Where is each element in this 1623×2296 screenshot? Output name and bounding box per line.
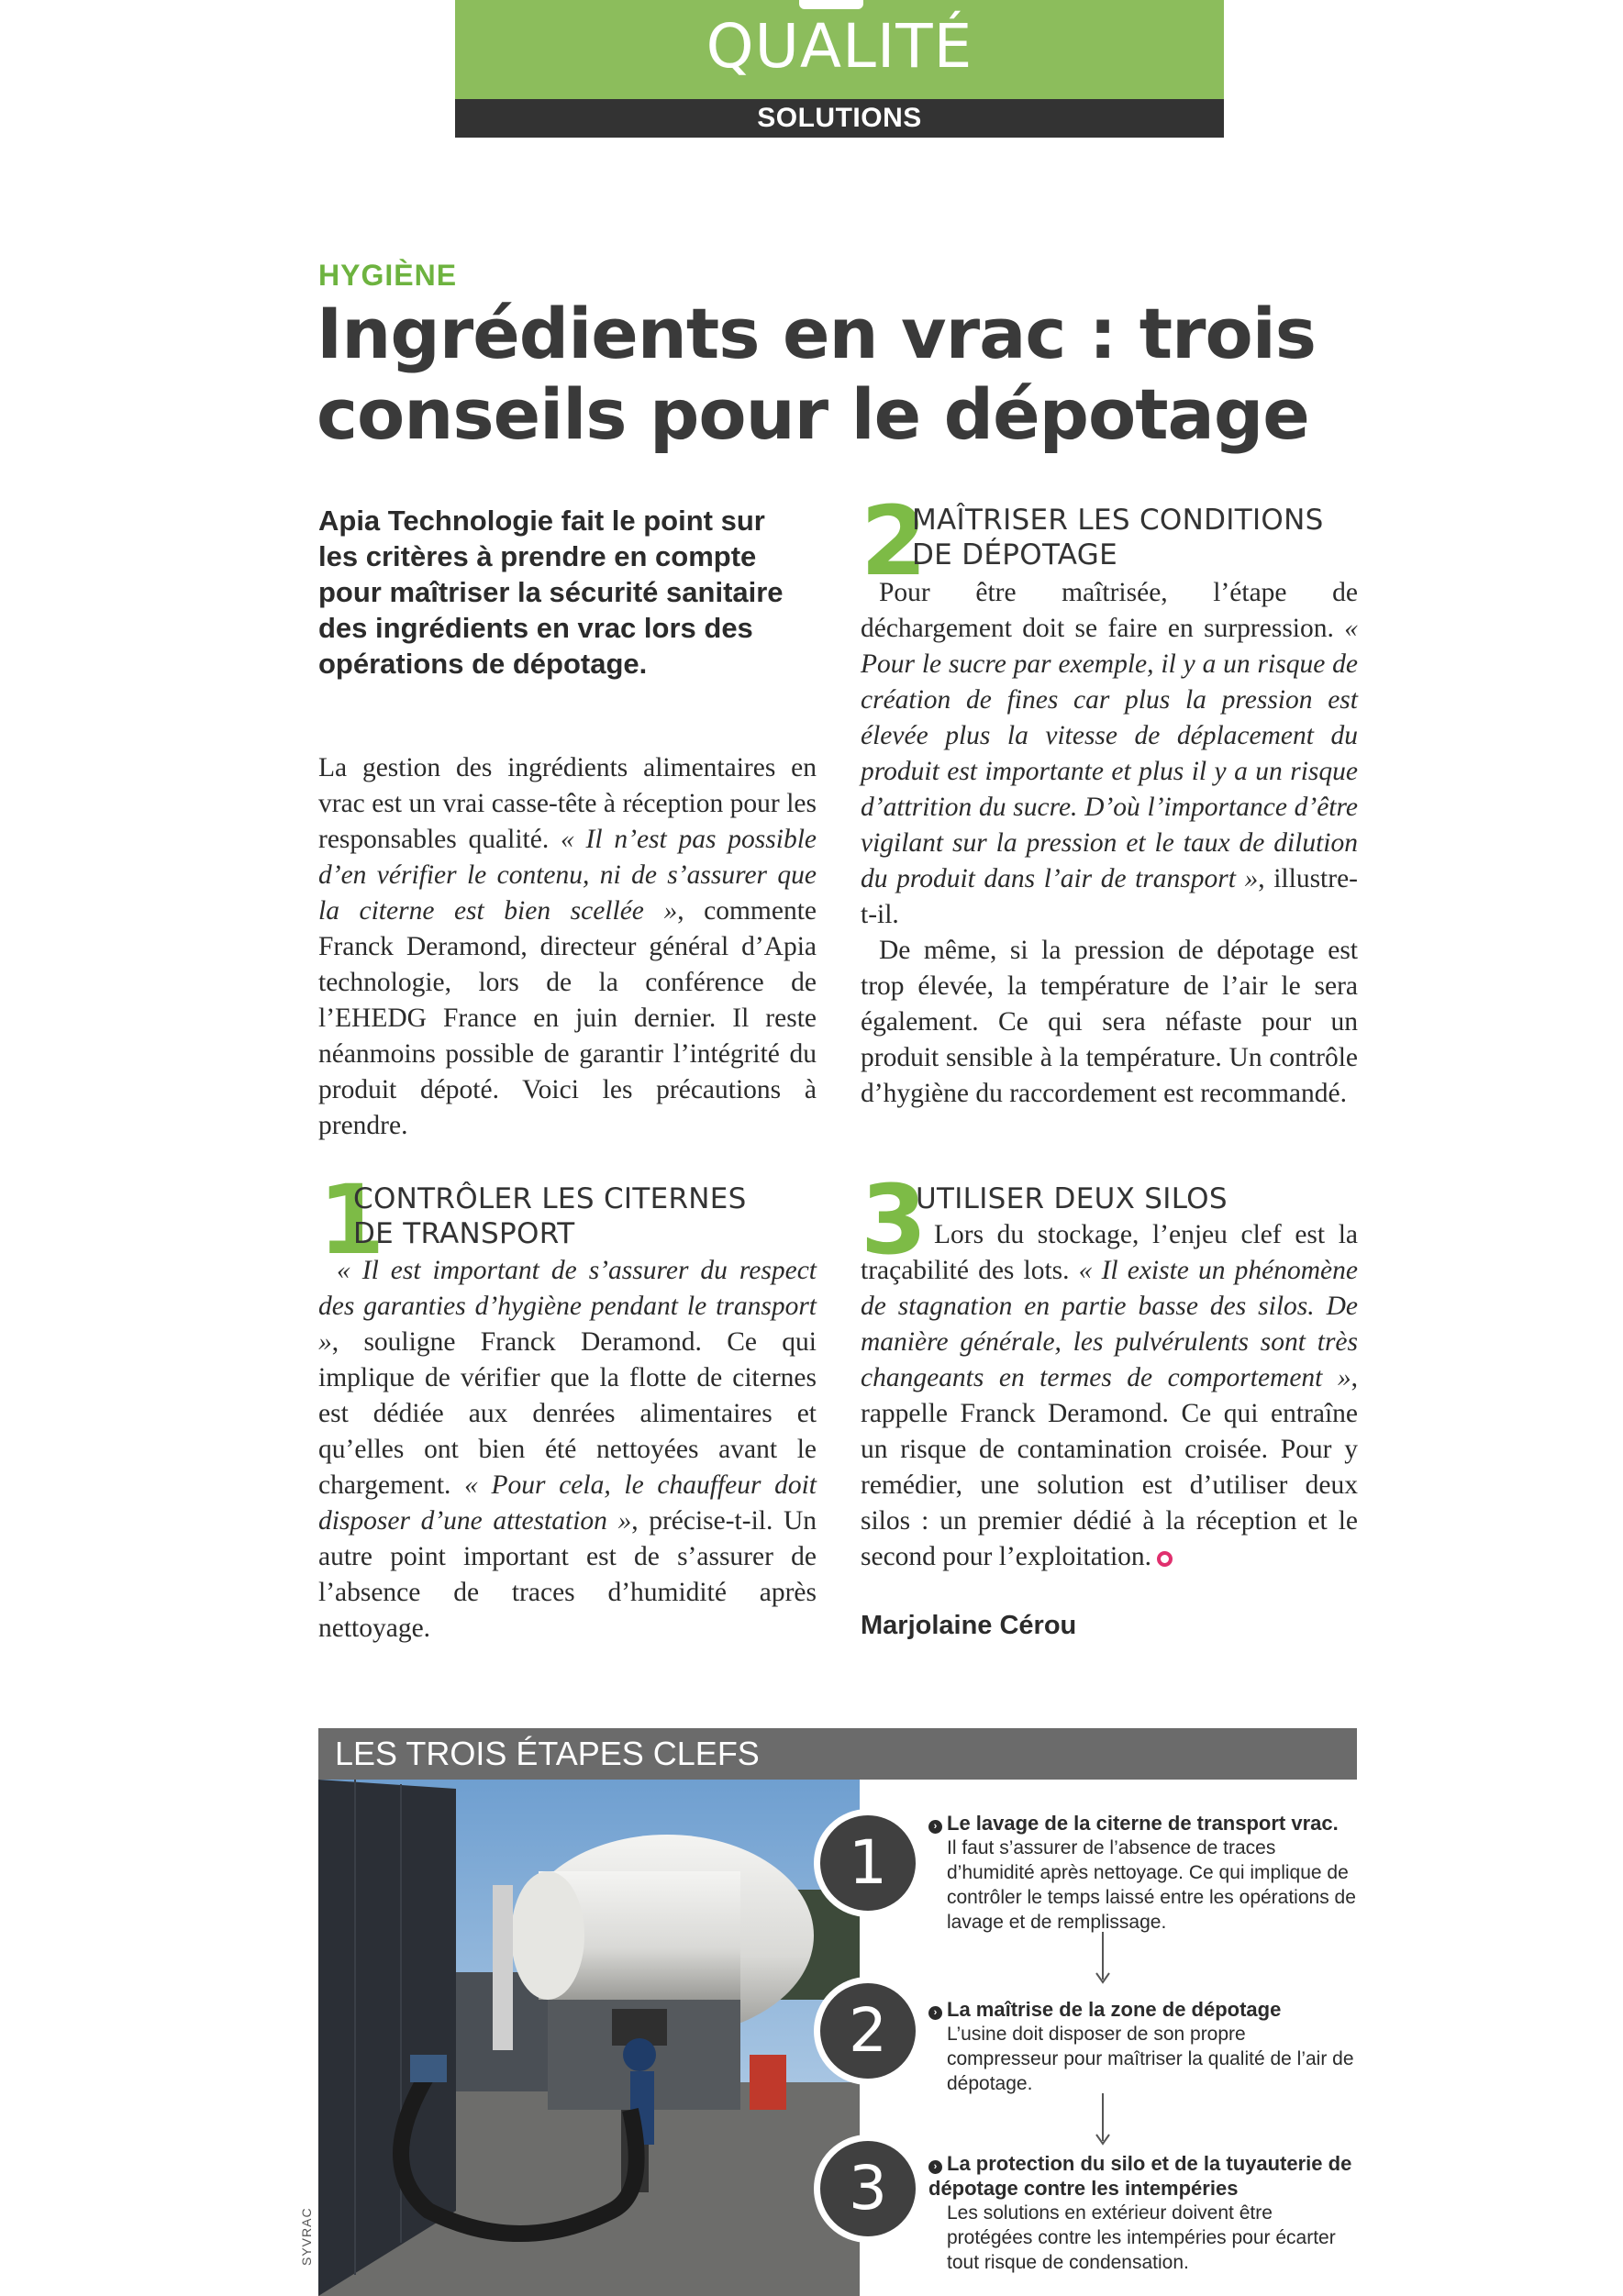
headline-line-2: conseils pour le dépotage xyxy=(317,373,1309,455)
arrow-bullet-icon: › xyxy=(928,1820,942,1834)
step-2-title xyxy=(928,1997,1360,2022)
article-headline xyxy=(317,294,1344,455)
section-3-title: UTILISER DEUX SILOS xyxy=(916,1182,1228,1215)
step-2-number: 2 xyxy=(814,1977,922,2085)
section-1-quote-2: « Pour cela, le chauffeur doit disposer d’une attestation » xyxy=(318,1470,817,1536)
step-2 xyxy=(928,1997,1360,2096)
arrow-down-icon xyxy=(1094,2093,1112,2148)
section-3-quote: « Il existe un phénomène de stagnation en partie basse des silos. De manière générale, les pulvérulents sont très changeants en termes de comportement » xyxy=(861,1256,1358,1392)
section-1-text-2: , précise-t-il. Un autre point important est de s’assurer de l’absence de traces d’humidité après nettoyage. xyxy=(318,1506,817,1643)
article-lead: Apia Technologie fait le point sur les critères à prendre en compte pour maîtriser la sécurité sanitaire des ingrédients en vrac lors des opérations de dépotage. xyxy=(318,505,784,680)
section-2-title xyxy=(912,503,1324,572)
section-1-text-1: , souligne Franck Deramond. Ce qui implique de vérifier que la flotte de citernes est dédiée aux denrées alimentaires et qu’elles ont bien été nettoyées avant le chargement. xyxy=(318,1327,817,1500)
step-1 xyxy=(928,1811,1360,1935)
section-3-text-2: , rappelle Franck Deramond. Ce qui entraîne un risque de contamination croisée. Pour y remédier, une solution est d’utiliser deux silos : un premier dédié à la réception et le second pour l’exploitation. xyxy=(861,1363,1358,1571)
box-title: LES TROIS ÉTAPES CLEFS xyxy=(335,1735,760,1772)
section-1-title-line-2: DE TRANSPORT xyxy=(353,1217,575,1250)
section-3-number: 3 xyxy=(861,1164,928,1276)
author-signature: Marjolaine Cérou xyxy=(861,1611,1077,1640)
photo-illustration xyxy=(318,1780,860,2296)
section-2-body xyxy=(861,575,1358,933)
section-2-text-2: , illustre-t-il. xyxy=(861,864,1358,929)
article-kicker: HYGIÈNE xyxy=(318,259,458,292)
section-3-text-1: Lors du stockage, l’enjeu clef est la traçabilité des lots. xyxy=(861,1220,1358,1285)
photo-credit: SYVRAC xyxy=(299,2207,314,2266)
arrow-bullet-icon: › xyxy=(928,2160,942,2174)
headline-line-1: Ingrédients en vrac : trois xyxy=(317,293,1317,374)
step-3-title xyxy=(928,2151,1360,2201)
step-3-title-text: La protection du silo et de la tuyauterie de dépotage contre les intempéries xyxy=(928,2152,1352,2200)
section-2-number: 2 xyxy=(861,485,928,597)
intro-text-2: , commente Franck Deramond, directeur général d’Apia technologie, lors de la conférence de l’EHEDG France en juin dernier. Il reste néanmoins possible de garantir l’intégrité du produit dépoté. Voici les précautions à prendre. xyxy=(318,896,817,1140)
box-header xyxy=(318,1728,1357,1780)
arrow-down-icon xyxy=(1094,1932,1112,1987)
step-1-number: 1 xyxy=(814,1809,922,1917)
step-1-text: Il faut s’assurer de l’absence de traces d’humidité après nettoyage. Ce qui implique de contrôler le temps laissé entre les opérations de lavage et de remplissage. xyxy=(947,1837,1356,1933)
section-3-body xyxy=(861,1217,1358,1575)
section-title: QUALITÉ xyxy=(706,11,973,82)
step-2-title-text: La maîtrise de la zone de dépotage xyxy=(947,1998,1282,2021)
intro-paragraph xyxy=(318,750,817,1144)
section-1-title-line-1: CONTRÔLER LES CITERNES xyxy=(353,1182,747,1215)
section-2-text-1: Pour être maîtrisée, l’étape de déchargement doit se faire en surpression. xyxy=(861,578,1358,643)
arrow-bullet-icon: › xyxy=(928,2006,942,2020)
step-3-text: Les solutions en extérieur doivent être protégées contre les intempéries pour écarter tout risque de condensation. xyxy=(947,2202,1336,2273)
intro-quote: « Il n’est pas possible d’en vérifier le contenu, ni de s’assurer que la citerne est bien scellée » xyxy=(318,825,817,926)
step-1-title xyxy=(928,1811,1360,1836)
section-2-quote: « Pour le sucre par exemple, il y a un risque de création de fines car plus la pression est élevée plus la vitesse de déplacement du produit est importante et plus il y a un risque d’attrition du sucre. D’où l’importance d’être vigilant sur la pression et le taux de dilution du produit dans l’air de transport » xyxy=(861,614,1358,893)
section-2-heading xyxy=(861,485,1358,597)
step-1-title-text: Le lavage de la citerne de transport vrac. xyxy=(947,1812,1339,1835)
section-2-title-line-1: MAÎTRISER LES CONDITIONS xyxy=(912,504,1324,537)
subsection-title: SOLUTIONS xyxy=(757,103,922,133)
section-1-heading xyxy=(318,1164,817,1276)
section-2-title-line-2: DE DÉPOTAGE xyxy=(912,538,1117,571)
step-3 xyxy=(928,2151,1360,2275)
section-1-quote-1: « Il est important de s’assurer du respect des garanties d’hygiène pendant le transport » xyxy=(318,1256,817,1357)
intro-text-1: La gestion des ingrédients alimentaires en vrac est un vrai casse-tête à réception pour les responsables qualité. xyxy=(318,753,817,854)
section-1-title xyxy=(353,1181,747,1251)
tanker-unloading-photo xyxy=(318,1780,860,2296)
section-1-body xyxy=(318,1253,817,1647)
section-1-number: 1 xyxy=(318,1164,385,1276)
end-of-article-icon xyxy=(1157,1551,1173,1567)
step-3-number: 3 xyxy=(814,2135,922,2243)
section-2-paragraph-2: De même, si la pression de dépotage est trop élevée, la température de l’air le sera également. Ce qui sera néfaste pour un produit sensible à la température. Un contrôle d’hygiène du raccordement est recommandé. xyxy=(861,936,1358,1108)
step-2-text: L’usine doit disposer de son propre compresseur pour maîtriser la qualité de l’air de dépotage. xyxy=(947,2024,1354,2094)
section-banner xyxy=(455,0,1224,138)
banner-tab xyxy=(799,0,863,9)
